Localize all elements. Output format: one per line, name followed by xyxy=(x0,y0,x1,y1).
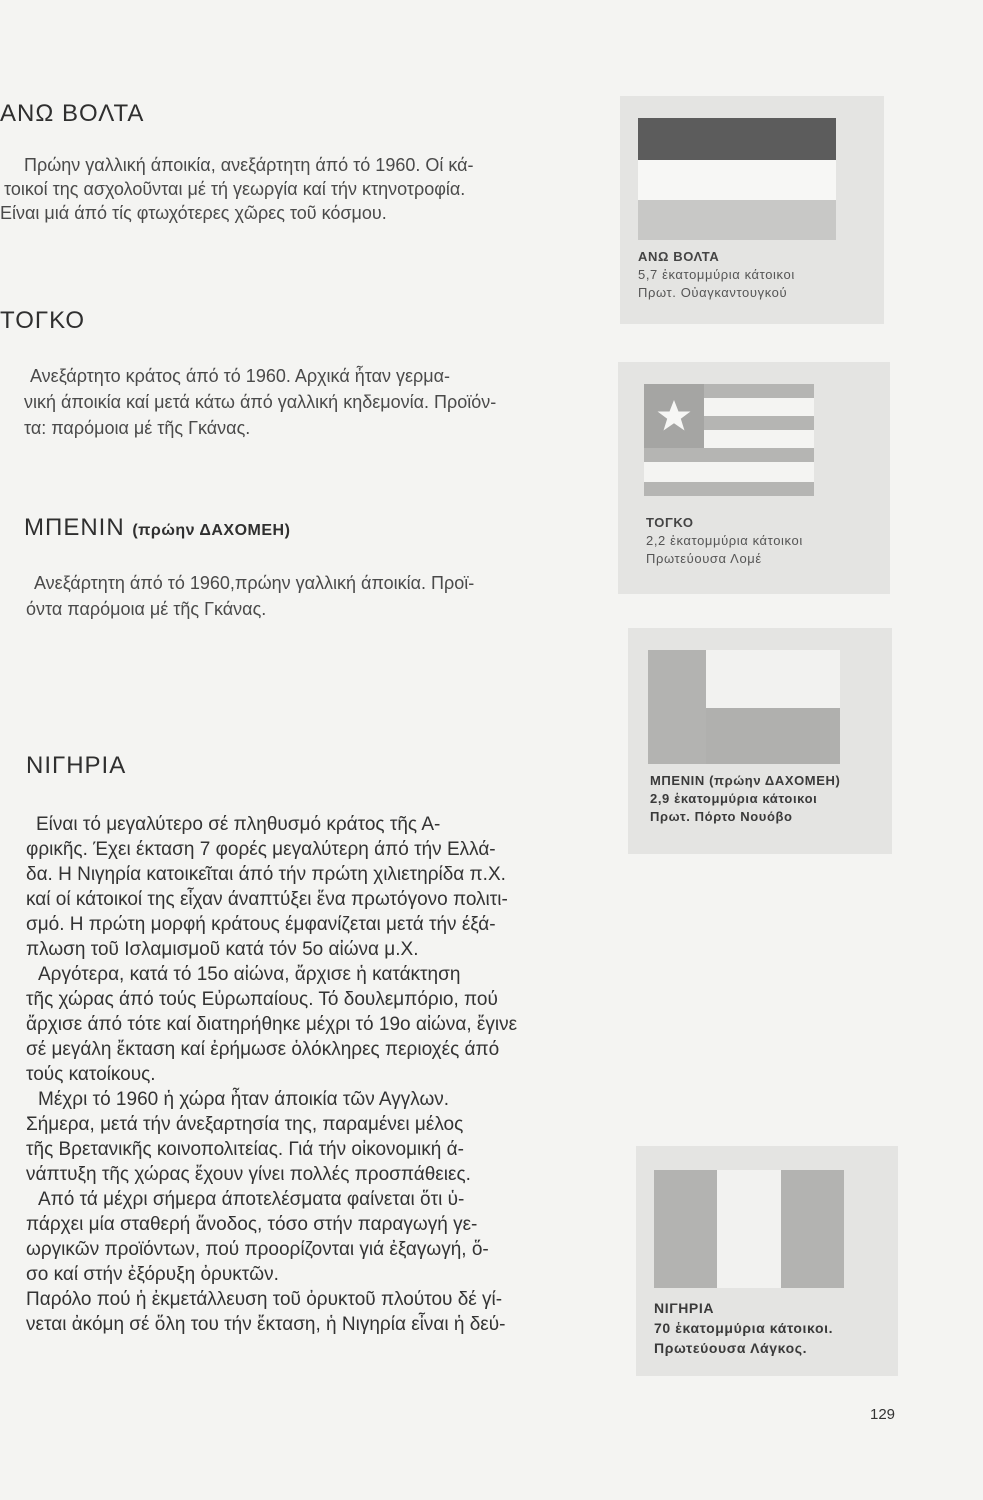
flag-card-upper-volta xyxy=(620,96,884,324)
flag-card-togo xyxy=(618,362,890,594)
flag-band-top xyxy=(638,118,836,160)
flag-caption-togo xyxy=(646,514,803,568)
text-line: πλωση τοῦ Ισλαμισμοῦ κατά τόν 5ο αἰώνα μ.Χ. xyxy=(26,939,419,960)
section-title-nigeria: ΝΙΓΗΡΙΑ xyxy=(26,752,127,779)
text-line: φρικῆς. Έχει έκταση 7 φορές μεγαλύτερη άπό τήν Ελλά- xyxy=(26,839,496,860)
paragraph-nigeria xyxy=(26,812,517,1337)
text-line: Πρώην γαλλική άποικία, ανεξάρτητη άπό τό 1960. Οί κά- xyxy=(24,155,474,175)
text-line: Σήμερα, μετά τήν άνεξαρτησία της, παραμένει μέλος xyxy=(26,1114,464,1135)
text-line: Αργότερα, κατά τό 15ο αἰώνα, ἄρχισε ἡ κατάκτηση xyxy=(38,964,461,985)
flag-caption-nigeria xyxy=(654,1298,833,1358)
text-line: σμό. Η πρώτη μορφή κράτους έμφανίζεται μετά τήν έξά- xyxy=(26,914,496,935)
caption-country: ΝΙΓΗΡΙΑ xyxy=(654,1300,715,1316)
flag-band-middle xyxy=(717,1170,781,1288)
caption-population: 2,9 ἑκατομμύρια κάτοικοι xyxy=(650,791,818,806)
text-line: τῆς χώρας άπό τούς Εὐρωπαίους. Τό δουλεμπόριο, πού xyxy=(26,989,498,1010)
flag-benin xyxy=(648,650,840,764)
caption-capital: Πρωτ. Πόρτο Νουόβο xyxy=(650,809,793,824)
paragraph-upper-volta xyxy=(0,153,474,225)
caption-population: 2,2 ἑκατομμύρια κάτοικοι xyxy=(646,533,803,548)
flag-band-middle xyxy=(638,160,836,200)
text-line: τῆς Βρετανικῆς κοινοπολιτείας. Γιά τήν οἰκονομική ά- xyxy=(26,1139,464,1160)
benin-subtitle: (πρώην ΔΑΧΟΜΕΗ) xyxy=(132,522,291,539)
caption-country: ΤΟΓΚΟ xyxy=(646,515,694,530)
flag-nigeria xyxy=(654,1170,844,1288)
flag-band-vertical xyxy=(648,650,706,764)
text-line: σέ μεγάλη ἔκταση καί ἐρήμωσε ὁλόκληρες περιοχές άπό xyxy=(26,1039,500,1060)
paragraph-benin xyxy=(26,570,474,622)
flag-togo xyxy=(644,384,814,496)
text-line: Παρόλο πού ἡ ἐκμετάλλευση τοῦ ὀρυκτοῦ πλούτου δέ γί- xyxy=(26,1289,503,1310)
text-line: νική άποικία καί μετά κάτω άπό γαλλική κηδεμονία. Προϊόν- xyxy=(24,392,497,412)
section-title-benin xyxy=(24,514,290,542)
star-icon xyxy=(656,398,692,434)
text-line: τα: παρόμοια μέ τῆς Γκάνας. xyxy=(24,418,251,438)
flag-band-bottom xyxy=(638,200,836,240)
text-line: τοικοί της ασχολοῦνται μέ τή γεωργία καί τήν κτηνοτροφία. xyxy=(4,179,466,199)
section-title-togo: ΤΟΓΚΟ xyxy=(0,307,86,334)
text-line: νεται ἀκόμη σέ ὅλη του τήν ἔκταση, ἡ Νιγηρία εἶναι ἡ δεύ- xyxy=(26,1314,506,1335)
benin-title: ΜΠΕΝΙΝ xyxy=(24,514,125,541)
caption-country: ΜΠΕΝΙΝ (πρώην ΔΑΧΟΜΕΗ) xyxy=(650,773,841,788)
caption-capital: Πρωτεύουσα Λάγκος. xyxy=(654,1340,808,1356)
flag-band-left xyxy=(654,1170,717,1288)
text-line: ἄρχισε άπό τότε καί διατηρήθηκε μέχρι τό 19ο αἰώνα, ἔγινε xyxy=(26,1014,518,1035)
text-line: ωργικῶν προϊόντων, πού προορίζονται γιά ἐξαγωγή, ὅ- xyxy=(26,1239,489,1260)
caption-population: 70 ἑκατομμύρια κάτοικοι. xyxy=(654,1320,834,1336)
caption-capital: Πρωτεύουσα Λομέ xyxy=(646,551,762,566)
flag-band-right xyxy=(781,1170,844,1288)
flag-stripe xyxy=(644,448,814,462)
caption-population: 5,7 ἑκατομμύρια κάτοικοι xyxy=(638,267,795,282)
text-line: Είναι μιά άπό τίς φτωχότερες χῶρες τοῦ κόσμου. xyxy=(0,203,387,223)
text-line: πάρχει μία σταθερή ἄνοδος, τόσο στήν παραγωγή γε- xyxy=(26,1214,478,1235)
flag-caption-upper-volta xyxy=(638,248,795,302)
text-line: Ανεξάρτητη άπό τό 1960,πρώην γαλλική άποικία. Προϊ- xyxy=(34,573,475,593)
flag-card-nigeria xyxy=(636,1146,898,1376)
text-line: Από τά μέχρι σήμερα άποτελέσματα φαίνεται ὅτι ὑ- xyxy=(38,1189,465,1210)
text-line: όντα παρόμοια μέ τῆς Γκάνας. xyxy=(26,599,267,619)
page-number: 129 xyxy=(870,1406,896,1423)
text-line: σο καί στήν ἐξόρυξη ὀρυκτῶν. xyxy=(26,1264,279,1285)
section-title-upper-volta: ΑΝΩ ΒΟΛΤΑ xyxy=(0,100,145,127)
text-line: δα. Η Νιγηρία κατοικεῖται άπό τήν πρώτη χιλιετηρίδα π.Χ. xyxy=(26,864,506,885)
flag-caption-benin xyxy=(650,772,840,826)
text-line: Είναι τό μεγαλύτερο σέ πληθυσμό κράτος τῆς Α- xyxy=(36,814,441,835)
text-line: νάπτυξη τῆς χώρας ἔχουν γίνει πολλές προσπάθειες. xyxy=(26,1164,471,1185)
text-line: τούς κατοίκους. xyxy=(26,1064,156,1085)
flag-stripe xyxy=(644,482,814,496)
paragraph-togo xyxy=(24,363,496,441)
flag-band-bottom xyxy=(706,708,840,764)
text-line: Ανεξάρτητο κράτος άπό τό 1960. Αρχικά ἦταν γερμα- xyxy=(30,366,451,386)
text-line: Μέχρι τό 1960 ἡ χώρα ἦταν άποικία τῶν Αγγλων. xyxy=(38,1089,450,1110)
flag-card-benin xyxy=(628,628,892,854)
flag-upper-volta xyxy=(638,118,836,240)
text-line: καί οί κάτοικοί της εἶχαν άναπτύξει ἕνα πρωτόγονο πολιτι- xyxy=(26,889,508,910)
caption-country: ΑΝΩ ΒΟΛΤΑ xyxy=(638,249,720,264)
caption-capital: Πρωτ. Οὐαγκαντουγκού xyxy=(638,285,788,300)
